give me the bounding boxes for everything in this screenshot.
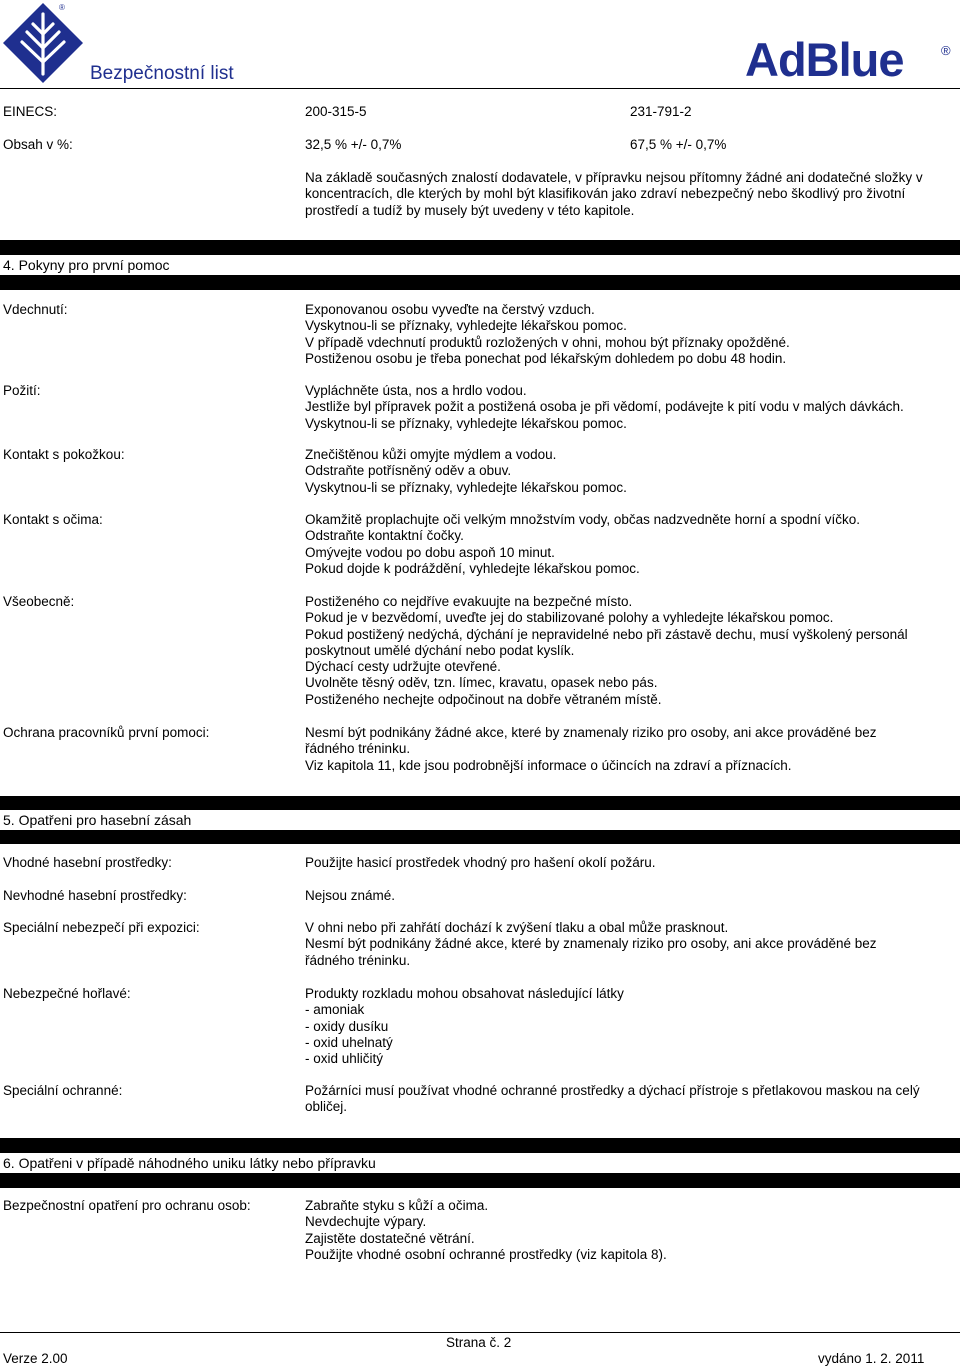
text-line: poskytnout umělé dýchání nebo podat kyslík.	[305, 642, 575, 658]
text-line: Požárníci musí používat vhodné ochranné prostředky a dýchací přístroje s přetlakovou maskou na celý	[305, 1083, 920, 1098]
einecs-label: EINECS:	[3, 104, 58, 119]
page-number: Strana č. 2	[446, 1335, 512, 1350]
text-line: Nejsou známé.	[305, 888, 396, 903]
row-label: Speciální ochranné:	[3, 1083, 123, 1098]
text-line: Postiženého nechejte odpočinout na dobře větraném místě.	[305, 691, 662, 707]
row-label: Vdechnutí:	[3, 302, 68, 317]
text-line: V případě vdechnutí produktů rozložených v ohni, mohou být příznaky opožděné.	[305, 334, 790, 350]
text-line: Nevdechujte výpary.	[305, 1214, 427, 1230]
text-line: - oxid uhličitý	[305, 1051, 384, 1067]
text-line: Zajistěte dostatečné větrání.	[305, 1230, 475, 1246]
text-line: - oxidy dusíku	[305, 1018, 389, 1034]
text-line: Dýchací cesty udržujte otevřené.	[305, 659, 501, 675]
row-label: Ochrana pracovníků první pomoci:	[3, 725, 210, 740]
document-title: Bezpečnostní list	[90, 63, 234, 84]
issue-date: vydáno 1. 2. 2011	[818, 1351, 925, 1366]
section-6-title: 6. Opatřeni v případě náhodného uniku látky nebo přípravku	[0, 1153, 960, 1173]
row-text	[305, 1198, 955, 1263]
einecs-value-2: 231-791-2	[630, 104, 692, 119]
row-label: Kontakt s pokožkou:	[3, 447, 125, 462]
section-6-header	[0, 1138, 960, 1188]
note-line: prostředí a tudíž by musely být uvedeny v této kapitole.	[305, 202, 635, 218]
text-line: Vyskytnou-li se příznaky, vyhledejte lékařskou pomoc.	[305, 318, 627, 334]
brand-registered-mark: ®	[941, 43, 951, 58]
header-rule	[0, 88, 960, 89]
text-line: Omývejte vodou po dobu aspoň 10 minut.	[305, 544, 555, 560]
text-line: obličej.	[305, 1099, 348, 1115]
row-label: Všeobecně:	[3, 594, 75, 609]
logo-registered-mark: ®	[59, 3, 65, 12]
section-4-title: 4. Pokyny pro první pomoc	[0, 255, 960, 275]
text-line: Postiženou osobu je třeba ponechat pod lékařským dohledem po dobu 48 hodin.	[305, 350, 787, 366]
row-text	[305, 920, 955, 969]
adblue-brand-logo	[745, 35, 955, 85]
section-4-header	[0, 240, 960, 290]
text-line: Uvolněte těsný oděv, tzn. límec, kravatu, opasek nebo pás.	[305, 675, 658, 691]
einecs-value-1: 200-315-5	[305, 104, 367, 119]
text-line: Použijte vhodné osobní ochranné prostředky (viz kapitola 8).	[305, 1246, 667, 1262]
content-value-1: 32,5 % +/- 0,7%	[305, 137, 402, 152]
text-line: Vypláchněte ústa, nos a hrdlo vodou.	[305, 383, 527, 398]
row-text	[305, 594, 955, 708]
text-line: Postiženého co nejdříve evakuujte na bezpečné místo.	[305, 594, 633, 609]
row-text	[305, 1083, 955, 1116]
text-line: řádného tréninku.	[305, 741, 411, 757]
row-label: Vhodné hasební prostředky:	[3, 855, 172, 870]
text-line: Viz kapitola 11, kde jsou podrobnější informace o účincích na zdraví a příznacích.	[305, 757, 792, 773]
text-line: Zabraňte styku s kůží a očima.	[305, 1198, 489, 1213]
row-text	[305, 888, 955, 904]
company-logo	[0, 0, 86, 86]
text-line: Odstraňte potřísněný oděv a obuv.	[305, 463, 512, 479]
brand-name: AdBlue	[745, 35, 904, 85]
text-line: Nesmí být podnikány žádné akce, které by znamenaly riziko pro osoby, ani akce prováděné bez	[305, 936, 877, 952]
content-label: Obsah v %:	[3, 137, 73, 152]
row-label: Nebezpečné hořlavé:	[3, 986, 131, 1001]
row-label: Kontakt s očima:	[3, 512, 103, 527]
row-label: Bezpečnostní opatření pro ochranu osob:	[3, 1198, 251, 1213]
version-label: Verze 2.00	[3, 1351, 68, 1366]
section-5-header	[0, 796, 960, 844]
content-value-2: 67,5 % +/- 0,7%	[630, 137, 727, 152]
text-line: Vyskytnou-li se příznaky, vyhledejte lékařskou pomoc.	[305, 415, 627, 431]
text-line: Vyskytnou-li se příznaky, vyhledejte lékařskou pomoc.	[305, 479, 627, 495]
text-line: Okamžitě proplachujte oči velkým množstvím vody, občas nadzvedněte horní a spodní víčko.	[305, 512, 861, 527]
row-text	[305, 725, 955, 774]
text-line: - oxid uhelnatý	[305, 1034, 393, 1050]
text-line: Produkty rozkladu mohou obsahovat následující látky	[305, 986, 624, 1001]
row-text	[305, 383, 955, 432]
row-label: Speciální nebezpečí při expozici:	[3, 920, 200, 935]
row-text	[305, 855, 955, 871]
note-line: koncentracích, dle kterých by mohl být klasifikován jako zdraví nebezpečný nebo škodlivý pro životní	[305, 186, 906, 202]
text-line: Odstraňte kontaktní čočky.	[305, 528, 464, 544]
text-line: Nesmí být podnikány žádné akce, které by znamenaly riziko pro osoby, ani akce prováděné bez	[305, 725, 877, 740]
text-line: Jestliže byl přípravek požit a postižená osoba je při vědomí, podávejte k pití vodu v malých dávkách.	[305, 399, 904, 415]
row-label: Požití:	[3, 383, 41, 398]
text-line: Pokud dojde k podráždění, vyhledejte lékařskou pomoc.	[305, 560, 640, 576]
row-label: Nevhodné hasební prostředky:	[3, 888, 187, 903]
row-text	[305, 512, 955, 577]
composition-note	[305, 170, 955, 219]
text-line: Použijte hasicí prostředek vhodný pro hašení okolí požáru.	[305, 855, 656, 870]
note-line: Na základě současných znalostí dodavatele, v přípravku nejsou přítomny žádné ani dodatečné složky v	[305, 170, 923, 185]
row-text	[305, 986, 955, 1067]
text-line: V ohni nebo při zahřátí dochází k zvýšení tlaku a obal může prasknout.	[305, 920, 729, 935]
footer-rule	[0, 1332, 960, 1333]
text-line: - amoniak	[305, 1002, 365, 1018]
text-line: Pokud postižený nedýchá, dýchání je nepravidelné nebo při zástavě dechu, musí vyškolený personál	[305, 626, 908, 642]
section-5-title: 5. Opatřeni pro hasební zásah	[0, 810, 960, 830]
text-line: Pokud je v bezvědomí, uveďte jej do stabilizované polohy a vyhledejte lékařskou pomoc.	[305, 610, 834, 626]
text-line: Exponovanou osobu vyveďte na čerstvý vzduch.	[305, 302, 595, 317]
text-line: Znečištěnou kůži omyjte mýdlem a vodou.	[305, 447, 557, 462]
row-text	[305, 447, 955, 496]
row-text	[305, 302, 955, 367]
text-line: řádného tréninku.	[305, 952, 411, 968]
